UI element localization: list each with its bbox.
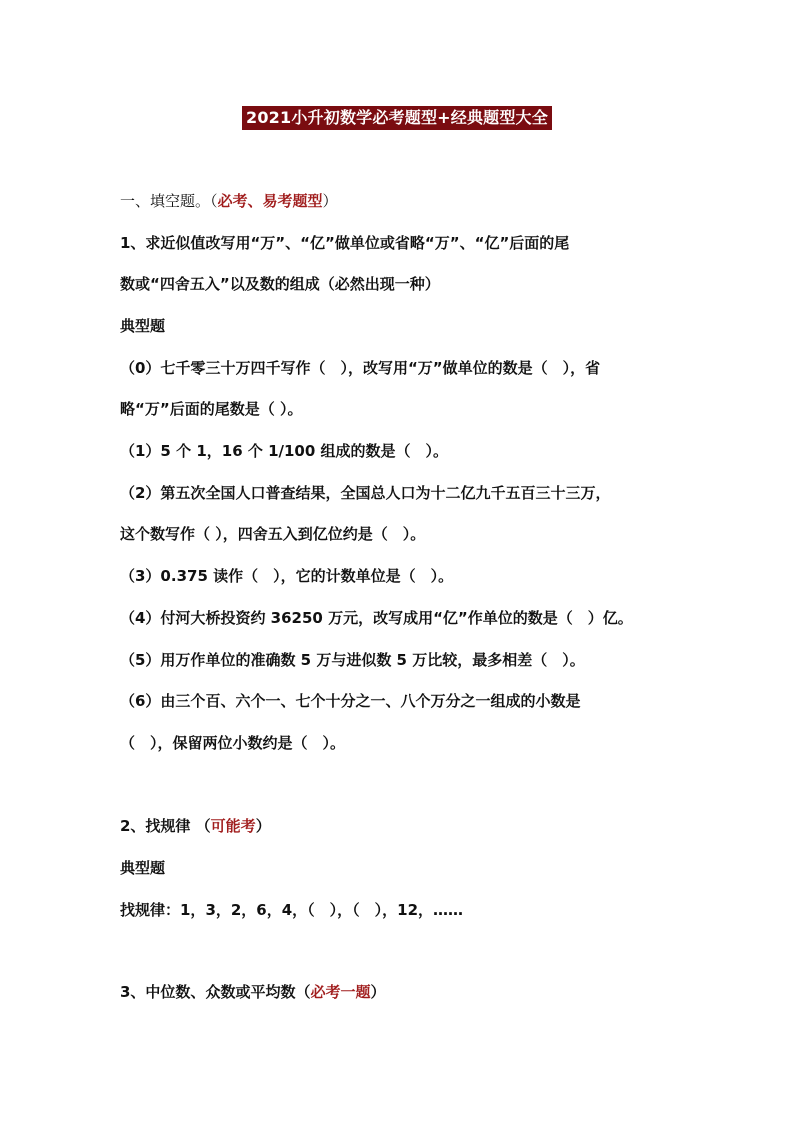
section3-heading	[120, 981, 680, 1003]
section2-typical-label: 典型题	[120, 859, 166, 877]
section3-heading-tag: 必考一题	[310, 983, 371, 1001]
q2-line1: （2）第五次全国人口普查结果，全国总人口为十二亿九千五百三十三万，	[120, 484, 611, 502]
q4: （4）付河大桥投资约 36250 万元，改写成用“亿”作单位的数是（ ）亿。	[120, 609, 633, 627]
title-wrapper	[0, 106, 794, 130]
q3: （3）0.375 读作（ ），它的计数单位是（ ）。	[120, 567, 454, 585]
q6-line1: （6）由三个百、六个一、七个十分之一、八个万分之一组成的小数是	[120, 692, 581, 710]
section2-question: 找规律：1，3，2，6，4，（ ），（ ），12，……	[120, 901, 464, 919]
item1-line2: 数或“四舍五入”以及数的组成（必然出现一种）	[120, 275, 440, 293]
q6-line2: （ ），保留两位小数约是（ ）。	[120, 734, 346, 752]
q0-line1: （0）七千零三十万四千写作（ ），改写用“万”做单位的数是（ ），省	[120, 359, 601, 377]
section2-heading	[120, 815, 680, 837]
section2-heading-prefix: 2、找规律 （	[120, 817, 211, 835]
q2-line2: 这个数写作（ ），四舍五入到亿位约是（ ）。	[120, 525, 426, 543]
section3-heading-suffix: ）	[370, 983, 386, 1001]
section2-heading-suffix: ）	[255, 817, 271, 835]
section1-heading-prefix: 一、填空题。（	[120, 192, 218, 210]
section3-heading-prefix: 3、中位数、众数或平均数（	[120, 983, 311, 1001]
section1-heading-suffix: ）	[322, 192, 338, 210]
section1-typical-label: 典型题	[120, 317, 166, 335]
item1-line1: 1、求近似值改写用“万”、“亿”做单位或省略“万”、“亿”后面的尾	[120, 234, 570, 252]
page-title: 2021小升初数学必考题型+经典题型大全	[242, 106, 552, 130]
q0-line2: 略“万”后面的尾数是（ ）。	[120, 400, 303, 418]
section1-heading	[120, 190, 680, 212]
section2-heading-tag: 可能考	[210, 817, 256, 835]
section1-heading-tag: 必考、易考题型	[217, 192, 323, 210]
q1: （1）5 个 1，16 个 1/100 组成的数是（ ）。	[120, 442, 449, 460]
q5: （5）用万作单位的准确数 5 万与进似数 5 万比较，最多相差（ ）。	[120, 651, 585, 669]
